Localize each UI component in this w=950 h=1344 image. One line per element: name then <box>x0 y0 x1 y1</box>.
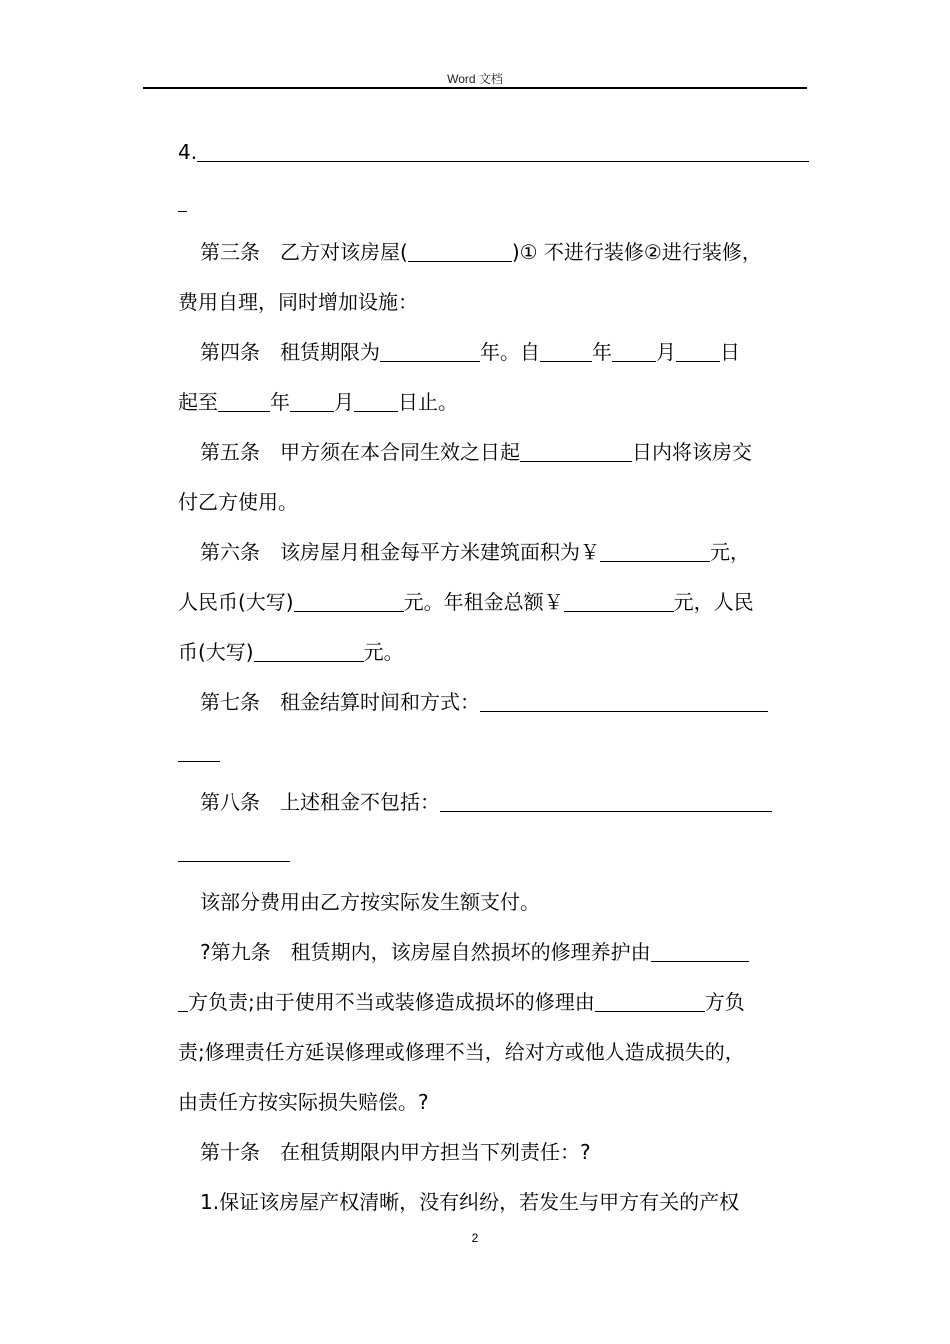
article-9-cont-2: 责;修理责任方延误修理或修理不当，给对方或他人造成损失的， <box>178 1040 745 1064</box>
fill-blank <box>520 441 632 462</box>
article-9-cont-3: 由责任方按实际损失赔偿。? <box>178 1090 429 1114</box>
article-4-text: 年 <box>592 340 612 364</box>
article-4-text: 起至 <box>178 390 218 414</box>
fill-blank <box>595 991 705 1012</box>
page-header-title: Word 文档 <box>447 72 503 86</box>
article-5-cont: 付乙方使用。 <box>178 490 298 514</box>
article-3-text-b: )① 不进行装修②进行装修， <box>511 240 762 264</box>
fill-blank <box>612 341 656 362</box>
article-8-note: 该部分费用由乙方按实际发生额支付。 <box>200 890 540 914</box>
article-3-text-a: 第三条 乙方对该房屋( <box>200 240 408 264</box>
article-9-text: 方负责;由于使用不当或装修造成损坏的修理由 <box>188 990 595 1014</box>
fill-blank <box>380 341 480 362</box>
fill-blank <box>408 241 512 262</box>
fill-blank <box>218 391 270 412</box>
fill-blank <box>197 141 809 162</box>
article-6-text: 币(大写) <box>178 640 254 664</box>
article-4 <box>200 338 840 366</box>
article-7 <box>200 688 840 716</box>
fill-blank <box>651 941 749 962</box>
header-rule <box>143 87 807 89</box>
article-4-text: 月 <box>656 340 676 364</box>
line-text: 4. <box>178 140 198 164</box>
article-8-text: 第八条 上述租金不包括： <box>200 790 440 814</box>
article-6-text: 元。 <box>363 640 404 664</box>
article-6-text-b: 元， <box>710 540 750 564</box>
article-4-text: 月 <box>334 390 354 414</box>
article-5-text-b: 日内将该房交 <box>632 440 752 464</box>
blank-continuation <box>178 188 818 216</box>
article-3-cont: 费用自理，同时增加设施： <box>178 290 418 314</box>
fill-blank <box>440 791 772 812</box>
article-4-cont <box>178 388 818 416</box>
article-4-text: 日 <box>720 340 740 364</box>
article-6-text: 元。年租金总额￥ <box>403 590 564 614</box>
fill-blank <box>354 391 398 412</box>
fill-blank <box>676 341 720 362</box>
article-4-text: 第四条 租赁期限为 <box>200 340 380 364</box>
page-number: 2 <box>471 1231 479 1245</box>
fill-blank <box>290 391 334 412</box>
article-6-text-a: 第六条 该房屋月租金每平方米建筑面积为￥ <box>200 540 600 564</box>
blank-continuation <box>178 738 818 766</box>
fill-blank <box>480 691 768 712</box>
article-6-cont-2 <box>178 638 818 666</box>
article-3 <box>200 238 840 266</box>
article-6-text: 元，人民 <box>673 590 754 614</box>
fill-blank <box>540 341 592 362</box>
clause-line-4 <box>178 138 818 166</box>
article-10-item-1: 1.保证该房屋产权清晰，没有纠纷，若发生与甲方有关的产权 <box>200 1190 740 1214</box>
fill-blank <box>178 191 187 212</box>
fill-blank <box>564 591 674 612</box>
article-9 <box>200 938 840 966</box>
fill-blank <box>294 591 404 612</box>
article-4-text: 年 <box>270 390 290 414</box>
article-9-cont-1 <box>178 988 818 1016</box>
article-6-cont-1 <box>178 588 818 616</box>
fill-blank <box>600 541 710 562</box>
article-6 <box>200 538 840 566</box>
fill-blank <box>178 841 290 862</box>
article-9-text: ?第九条 租赁期内，该房屋自然损坏的修理养护由 <box>200 940 651 964</box>
article-8 <box>200 788 840 816</box>
fill-blank <box>178 991 188 1012</box>
blank-continuation <box>178 838 818 866</box>
article-4-text: 年。自 <box>480 340 540 364</box>
article-9-text: 方负 <box>704 990 745 1014</box>
article-5 <box>200 438 840 466</box>
article-4-text: 日止。 <box>398 390 458 414</box>
article-10: 第十条 在租赁期限内甲方担当下列责任：? <box>200 1140 591 1164</box>
article-6-text: 人民币(大写) <box>178 590 294 614</box>
fill-blank <box>178 741 220 762</box>
article-5-text-a: 第五条 甲方须在本合同生效之日起 <box>200 440 520 464</box>
fill-blank <box>254 641 364 662</box>
article-7-text: 第七条 租金结算时间和方式： <box>200 690 480 714</box>
